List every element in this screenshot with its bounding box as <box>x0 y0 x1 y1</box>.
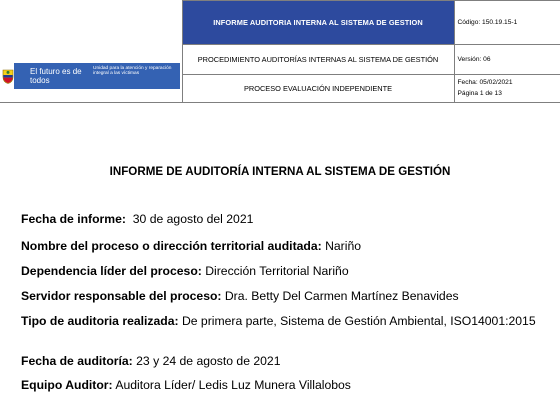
field-label: Nombre del proceso o dirección territorial auditada: <box>21 239 322 253</box>
field-label: Servidor responsable del proceso: <box>21 289 222 303</box>
report-date-field <box>21 212 540 227</box>
logo-cell <box>0 1 182 103</box>
header-page: Página 1 de 13 <box>457 90 502 98</box>
document-title: INFORME DE AUDITORÍA INTERNA AL SISTEMA DE GESTIÓN <box>109 165 451 178</box>
field-value: 30 de agosto del 2021 <box>132 212 254 226</box>
field-label: Tipo de auditoria realizada: <box>21 314 179 328</box>
field-value: De primera parte, Sistema de Gestión Ambiental, ISO14001:2015 <box>181 314 536 328</box>
header-process: PROCESO EVALUACIÓN INDEPENDIENTE <box>182 75 454 102</box>
lead-unit-field <box>21 264 540 279</box>
colombia-crest-icon <box>2 69 14 84</box>
field-value: Dirección Territorial Nariño <box>205 264 349 278</box>
header-title: INFORME AUDITORIA INTERNA AL SISTEMA DE GESTION <box>182 1 454 45</box>
logo-main-text: El futuro es de todos <box>30 66 82 85</box>
field-label: Dependencia líder del proceso: <box>21 264 202 278</box>
process-name-field <box>21 239 540 254</box>
government-logo-banner <box>14 63 180 89</box>
audit-type-field <box>21 314 540 329</box>
field-value: Auditora Líder/ Ledis Luz Munera Villalobos <box>115 378 351 392</box>
header-code: Código: 150.19.15-1 <box>454 1 560 45</box>
field-label: Fecha de informe: <box>21 212 126 226</box>
header-date-page <box>454 75 560 102</box>
field-value: 23 y 24 de agosto de 2021 <box>136 354 281 368</box>
field-value: Nariño <box>325 239 361 253</box>
responsible-field <box>21 289 540 304</box>
field-value: Dra. Betty Del Carmen Martínez Benavides <box>224 289 459 303</box>
document-header-table <box>0 0 560 103</box>
header-procedure: PROCEDIMIENTO AUDITORÍAS INTERNAS AL SISTEMA DE GESTIÓN <box>182 45 454 75</box>
field-label: Equipo Auditor: <box>21 378 113 392</box>
field-label: Fecha de auditoría: <box>21 354 133 368</box>
header-date: Fecha: 05/02/2021 <box>457 79 513 87</box>
header-version: Versión: 06 <box>454 45 560 75</box>
audit-date-field <box>21 354 540 369</box>
audit-team-field <box>21 378 540 393</box>
logo-sub-text: Unidad para la atención y reparación integral a las víctimas <box>93 65 172 77</box>
